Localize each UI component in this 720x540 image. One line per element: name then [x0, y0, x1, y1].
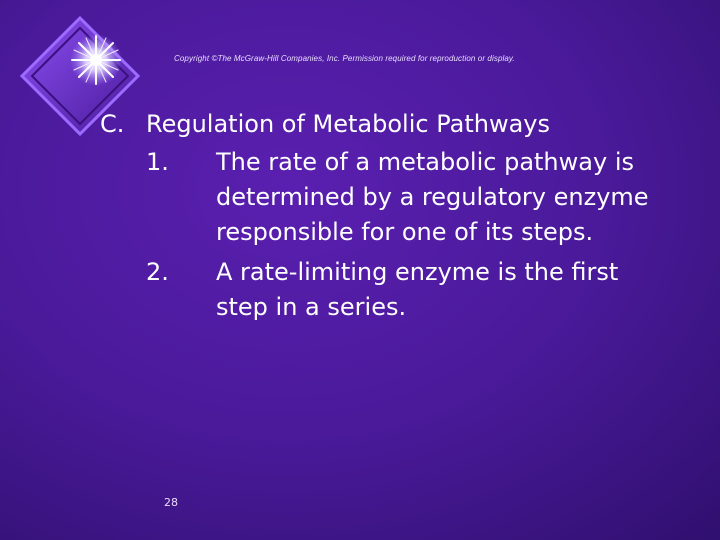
section-letter: C. — [100, 110, 125, 138]
item-text-line: step in a series. — [216, 293, 407, 321]
section-title: Regulation of Metabolic Pathways — [146, 110, 550, 138]
item-text-line: A rate-limiting enzyme is the first — [216, 258, 619, 286]
item-text-line: The rate of a metabolic pathway is — [216, 148, 634, 176]
page-number: 28 — [164, 496, 178, 509]
item-text-line: determined by a regulatory enzyme — [216, 183, 649, 211]
item-number: 1. — [146, 148, 169, 176]
item-text-line: responsible for one of its steps. — [216, 218, 594, 246]
section-heading — [100, 108, 550, 140]
item-number: 2. — [146, 258, 169, 286]
copyright-notice: Copyright ©The McGraw-Hill Companies, Inc. Permission required for reproduction or display. — [174, 54, 515, 63]
